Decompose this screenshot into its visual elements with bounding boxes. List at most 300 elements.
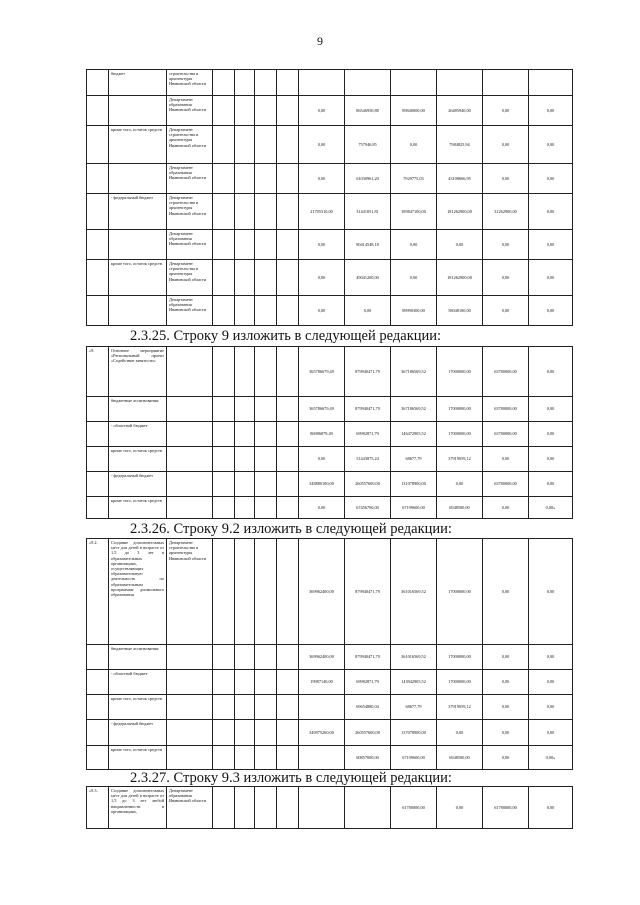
amount-cell: 17000000,00 [437,347,483,397]
table-row [87,787,573,829]
executor-cell: Департамент образования Ивановской области [167,296,213,326]
row-number-cell [87,230,109,260]
empty-cell [255,497,277,519]
table-row [87,422,573,447]
empty-cell [213,472,235,497]
row-name-cell: - областной бюджет [109,670,167,695]
empty-cell [235,296,255,326]
executor-cell: Департамент образования Ивановской области [167,230,213,260]
empty-cell [277,720,299,746]
executor-cell: Департамент строительства и архитектуры Ивановской области [167,539,213,645]
table-row [87,539,573,645]
table-row [87,260,573,296]
amount-cell: 0,00 [529,230,573,260]
row-name-cell: - областной бюджет [109,422,167,447]
empty-cell [235,539,255,645]
empty-cell [213,164,235,194]
row-name-cell: - федеральный бюджет [109,472,167,497]
empty-cell [213,126,235,164]
amount-cell: 17000000,00 [437,422,483,447]
amount-cell: 369962400,00 [299,539,345,645]
amount-cell: 0,00 [529,645,573,670]
amount-cell: 0,00» [529,746,573,770]
amount-cell: 189847100,00 [391,194,437,230]
amount-cell: 365786679,49 [299,397,345,422]
row-number-cell [87,96,109,126]
section-heading-2-3-25: 2.3.25. Строку 9 изложить в следующей редакции: [130,328,442,344]
empty-cell [213,397,235,422]
table-row [87,70,573,96]
amount-cell: 0,00 [529,787,573,829]
empty-cell [277,787,299,829]
empty-cell [255,645,277,670]
empty-cell [235,164,255,194]
amount-cell: 86546950,88 [345,96,391,126]
empty-cell [255,787,277,829]
row-number-cell [87,497,109,519]
amount-cell: 0,00 [483,447,529,472]
empty-cell [213,347,235,397]
amount-cell [345,787,391,829]
row-number-cell [87,746,109,770]
amount-cell: 67199600,00 [391,746,437,770]
empty-cell [213,96,235,126]
row-name-cell: кроме того, остаток средств [109,695,167,720]
empty-cell [255,260,277,296]
empty-cell [235,96,255,126]
row-number-cell [87,164,109,194]
amount-cell: 0,00 [529,164,573,194]
empty-cell [213,70,235,96]
empty-cell [235,126,255,164]
empty-cell [255,126,277,164]
empty-cell [277,645,299,670]
row-name-cell [109,296,167,326]
amount-cell [391,70,437,96]
row-number-cell [87,695,109,720]
row-number-cell [87,296,109,326]
empty-cell [255,670,277,695]
empty-cell [277,539,299,645]
amount-cell: 137078900,00 [391,720,437,746]
empty-cell [255,447,277,472]
amount-cell: 0,00 [345,296,391,326]
empty-cell [255,230,277,260]
empty-cell [277,422,299,447]
empty-cell [235,472,255,497]
amount-cell: 0,00 [483,230,529,260]
amount-cell: 68677,79 [391,447,437,472]
amount-cell: 63780000,00 [483,472,529,497]
amount-cell: 361016569,52 [391,539,437,645]
amount-cell: 0,00 [299,260,345,296]
amount-cell: 0,00 [483,539,529,645]
row-name-cell [109,96,167,126]
budget-table-continued [86,69,573,326]
empty-cell [277,472,299,497]
empty-cell [277,96,299,126]
executor-cell [167,497,213,519]
amount-cell: 0,00 [391,260,437,296]
table-row [87,126,573,164]
table-row [87,194,573,230]
amount-cell: 61030961,20 [345,164,391,194]
amount-cell: 0,00 [391,126,437,164]
empty-cell [235,447,255,472]
row-name-cell: Основное мероприятие «Региональный проект «Содействие занятости» [109,347,167,397]
row-name-cell: бюджетные ассигнования: [109,397,167,422]
row-name-cell [109,164,167,194]
amount-cell: 349975260,00 [299,720,345,746]
row-name-cell: - федеральный бюджет [109,720,167,746]
amount-cell: 0,00 [529,126,573,164]
table-row [87,645,573,670]
amount-cell: 19987140,00 [299,670,345,695]
empty-cell [255,695,277,720]
executor-cell: Департамент образования Ивановской области [167,164,213,194]
amount-cell: 31262900,00 [483,194,529,230]
empty-cell [277,260,299,296]
amount-cell: 181262900,00 [437,260,483,296]
amount-cell: 0,00 [529,720,573,746]
empty-cell [213,787,235,829]
amount-cell: 143942905,52 [391,670,437,695]
amount-cell: 879940471,79 [345,539,391,645]
amount-cell: 89840000,00 [391,96,437,126]
empty-cell [213,194,235,230]
empty-cell [213,746,235,770]
row-number-cell: «9.2. [87,539,109,645]
empty-cell [213,447,235,472]
table-row [87,720,573,746]
budget-table-row-9-2 [86,538,573,770]
amount-cell: 0,00 [299,230,345,260]
empty-cell [255,194,277,230]
empty-cell [213,422,235,447]
row-number-cell [87,720,109,746]
amount-cell: 7929775,03 [391,164,437,194]
table-row [87,96,573,126]
amount-cell: 260557600,00 [345,720,391,746]
empty-cell [277,497,299,519]
amount-cell: 0,00 [529,422,573,447]
row-number-cell [87,260,109,296]
table-row [87,296,573,326]
empty-cell [255,472,277,497]
empty-cell [235,397,255,422]
row-name-cell: - федеральный бюджет [109,194,167,230]
amount-cell: 0,00 [529,695,573,720]
amount-cell: 367186569,52 [391,397,437,422]
amount-cell: 69982871,79 [345,670,391,695]
executor-cell [167,645,213,670]
section-heading-2-3-26: 2.3.26. Строку 9.2 изложить в следующей редакции: [130,521,452,537]
executor-cell: Департамент образования Ивановской области [167,96,213,126]
empty-cell [213,539,235,645]
amount-cell: 348880100,00 [299,472,345,497]
executor-cell [167,472,213,497]
executor-cell [167,720,213,746]
amount-cell: 86986879,49 [299,422,345,447]
row-number-cell: «9.3. [87,787,109,829]
executor-cell: строительства и архитектуры Ивановской области [167,70,213,96]
row-name-cell: Создание дополнительных мест для детей в возрасте от 1,5 до 3 лет любой направленности в организациях, [109,787,167,829]
row-name-cell: бюджетные ассигнования: [109,645,167,670]
budget-table-row-9-3 [86,786,573,829]
amount-cell: 0,00 [529,447,573,472]
row-number-cell [87,70,109,96]
amount-cell: 361016569,52 [391,645,437,670]
amount-cell: 0,00 [529,96,573,126]
amount-cell: 131078900,00 [391,472,437,497]
empty-cell [255,70,277,96]
empty-cell [277,397,299,422]
amount-cell: 0,00 [529,397,573,422]
row-name-cell: бюджет [109,70,167,96]
amount-cell: 6948500,00 [437,497,483,519]
empty-cell [235,695,255,720]
amount-cell: 879940471,79 [345,397,391,422]
amount-cell: 89990300,00 [391,296,437,326]
amount-cell: 61780000,00 [483,787,529,829]
amount-cell [299,746,345,770]
empty-cell [235,720,255,746]
empty-cell [277,347,299,397]
amount-cell: 0,00 [437,720,483,746]
amount-cell: 0,00 [529,296,573,326]
amount-cell: 0,00 [483,260,529,296]
row-name-cell: кроме того, остаток средств [109,447,167,472]
amount-cell: 146472905,52 [391,422,437,447]
row-name-cell: кроме того, остаток средств [109,126,167,164]
empty-cell [277,70,299,96]
empty-cell [235,497,255,519]
amount-cell: 0,00 [299,164,345,194]
amount-cell: 260557600,00 [345,472,391,497]
row-number-cell [87,126,109,164]
empty-cell [277,230,299,260]
table-row [87,397,573,422]
amount-cell: 0,00 [529,260,573,296]
amount-cell: 0,00 [483,695,529,720]
amount-cell: 31441051,81 [345,194,391,230]
empty-cell [277,126,299,164]
empty-cell [213,497,235,519]
empty-cell [277,695,299,720]
amount-cell: 49041200,00 [345,260,391,296]
amount-cell [529,70,573,96]
empty-cell [255,720,277,746]
amount-cell: 879940471,79 [345,347,391,397]
amount-cell: 0,00 [437,787,483,829]
amount-cell [299,695,345,720]
amount-cell: 0,00 [299,497,345,519]
empty-cell [213,296,235,326]
amount-cell: 17000000,00 [437,645,483,670]
empty-cell [235,645,255,670]
empty-cell [213,695,235,720]
empty-cell [235,347,255,397]
amount-cell: 0,00 [483,126,529,164]
amount-cell: 0,00 [299,447,345,472]
amount-cell [437,70,483,96]
row-number-cell [87,397,109,422]
empty-cell [235,746,255,770]
executor-cell: Департамент строительства и архитектуры Ивановской области [167,260,213,296]
table-row [87,347,573,397]
empty-cell [235,422,255,447]
empty-cell [213,260,235,296]
page-number: 9 [317,34,323,48]
table-row [87,670,573,695]
row-number-cell [87,472,109,497]
amount-cell: 879940471,79 [345,645,391,670]
table-row [87,746,573,770]
amount-cell: 6948500,00 [437,746,483,770]
row-number-cell [87,645,109,670]
empty-cell [235,670,255,695]
amount-cell: 0,00 [299,126,345,164]
empty-cell [255,164,277,194]
amount-cell: 80414548,18 [345,230,391,260]
row-name-cell: Создание дополнительных мест для детей в возрасте от 1,5 до 3 лет в образовательных организациях, осуществляющих образовательную деятельность по образовательным программам дошкольного образования [109,539,167,645]
amount-cell: 0,00 [529,670,573,695]
executor-cell [167,447,213,472]
amount-cell: 0,00 [483,96,529,126]
row-name-cell: кроме того, остаток средств [109,497,167,519]
table-row [87,164,573,194]
row-name-cell: кроме того, остаток средств [109,260,167,296]
amount-cell: 67456700,00 [345,497,391,519]
empty-cell [255,347,277,397]
empty-cell [255,539,277,645]
amount-cell: 51443875,24 [345,447,391,472]
amount-cell: 69654880,04 [345,695,391,720]
empty-cell [213,670,235,695]
amount-cell: 0,00 [437,230,483,260]
table-row [87,447,573,472]
row-name-cell [109,230,167,260]
amount-cell: 0,00 [529,347,573,397]
empty-cell [277,746,299,770]
amount-cell: 757946,85 [345,126,391,164]
amount-cell: 17000000,00 [437,670,483,695]
empty-cell [255,96,277,126]
amount-cell: 26485940,00 [437,96,483,126]
amount-cell: 0,00 [437,472,483,497]
empty-cell [277,164,299,194]
amount-cell: 0,00 [483,645,529,670]
amount-cell [299,70,345,96]
amount-cell: 0,00 [483,720,529,746]
amount-cell [299,787,345,829]
amount-cell: 0,00 [483,164,529,194]
empty-cell [213,645,235,670]
amount-cell: 0,00 [483,296,529,326]
amount-cell: 0,00 [391,230,437,260]
executor-cell: Департамент строительства и архитектуры Ивановской области [167,194,213,230]
row-number-cell [87,447,109,472]
row-number-cell: «9. [87,347,109,397]
amount-cell: 0,00 [529,194,573,230]
empty-cell [277,296,299,326]
empty-cell [235,194,255,230]
amount-cell: 369962400,00 [299,645,345,670]
amount-cell: 37919059,12 [437,695,483,720]
amount-cell [483,70,529,96]
amount-cell: 7984825,94 [437,126,483,164]
empty-cell [235,70,255,96]
executor-cell [167,746,213,770]
empty-cell [235,230,255,260]
amount-cell: 17000000,00 [437,539,483,645]
empty-cell [213,230,235,260]
amount-cell: 17000000,00 [437,397,483,422]
row-number-cell [87,194,109,230]
amount-cell: 43108666,95 [437,164,483,194]
executor-cell: Департамент строительства и архитектуры Ивановской области [167,126,213,164]
amount-cell: 63780000,00 [483,422,529,447]
executor-cell [167,422,213,447]
amount-cell: 365786679,49 [299,347,345,397]
executor-cell: Департамент образования Ивановской области [167,787,213,829]
table-row [87,230,573,260]
empty-cell [255,746,277,770]
table-row [87,497,573,519]
executor-cell [167,695,213,720]
executor-cell [167,670,213,695]
amount-cell: 21795310,00 [299,194,345,230]
amount-cell: 367186569,52 [391,347,437,397]
amount-cell: 0,00 [483,497,529,519]
row-number-cell [87,422,109,447]
row-name-cell: кроме того, остаток средств [109,746,167,770]
empty-cell [255,397,277,422]
amount-cell: 181262900,00 [437,194,483,230]
section-heading-2-3-27: 2.3.27. Строку 9.3 изложить в следующей редакции: [130,770,452,786]
amount-cell: 67199600,00 [391,497,437,519]
empty-cell [235,260,255,296]
amount-cell: 58048100,00 [437,296,483,326]
row-number-cell [87,670,109,695]
amount-cell: 63780000,00 [483,397,529,422]
budget-table-row-9 [86,346,573,519]
table-row [87,472,573,497]
amount-cell [345,70,391,96]
amount-cell: 0,00» [529,497,573,519]
empty-cell [277,194,299,230]
amount-cell: 63780000,00 [483,347,529,397]
amount-cell: 0,00 [299,96,345,126]
amount-cell: 37919059,12 [437,447,483,472]
empty-cell [255,422,277,447]
amount-cell: 69982871,79 [345,422,391,447]
amount-cell: 60857000,00 [345,746,391,770]
amount-cell: 68677,79 [391,695,437,720]
amount-cell: 0,00 [529,539,573,645]
table-row [87,695,573,720]
empty-cell [277,447,299,472]
amount-cell: 0,00 [299,296,345,326]
empty-cell [235,787,255,829]
executor-cell [167,397,213,422]
amount-cell: 61780000,00 [391,787,437,829]
amount-cell: 0,00 [483,746,529,770]
amount-cell: 0,00 [483,670,529,695]
empty-cell [213,720,235,746]
empty-cell [277,670,299,695]
empty-cell [255,296,277,326]
